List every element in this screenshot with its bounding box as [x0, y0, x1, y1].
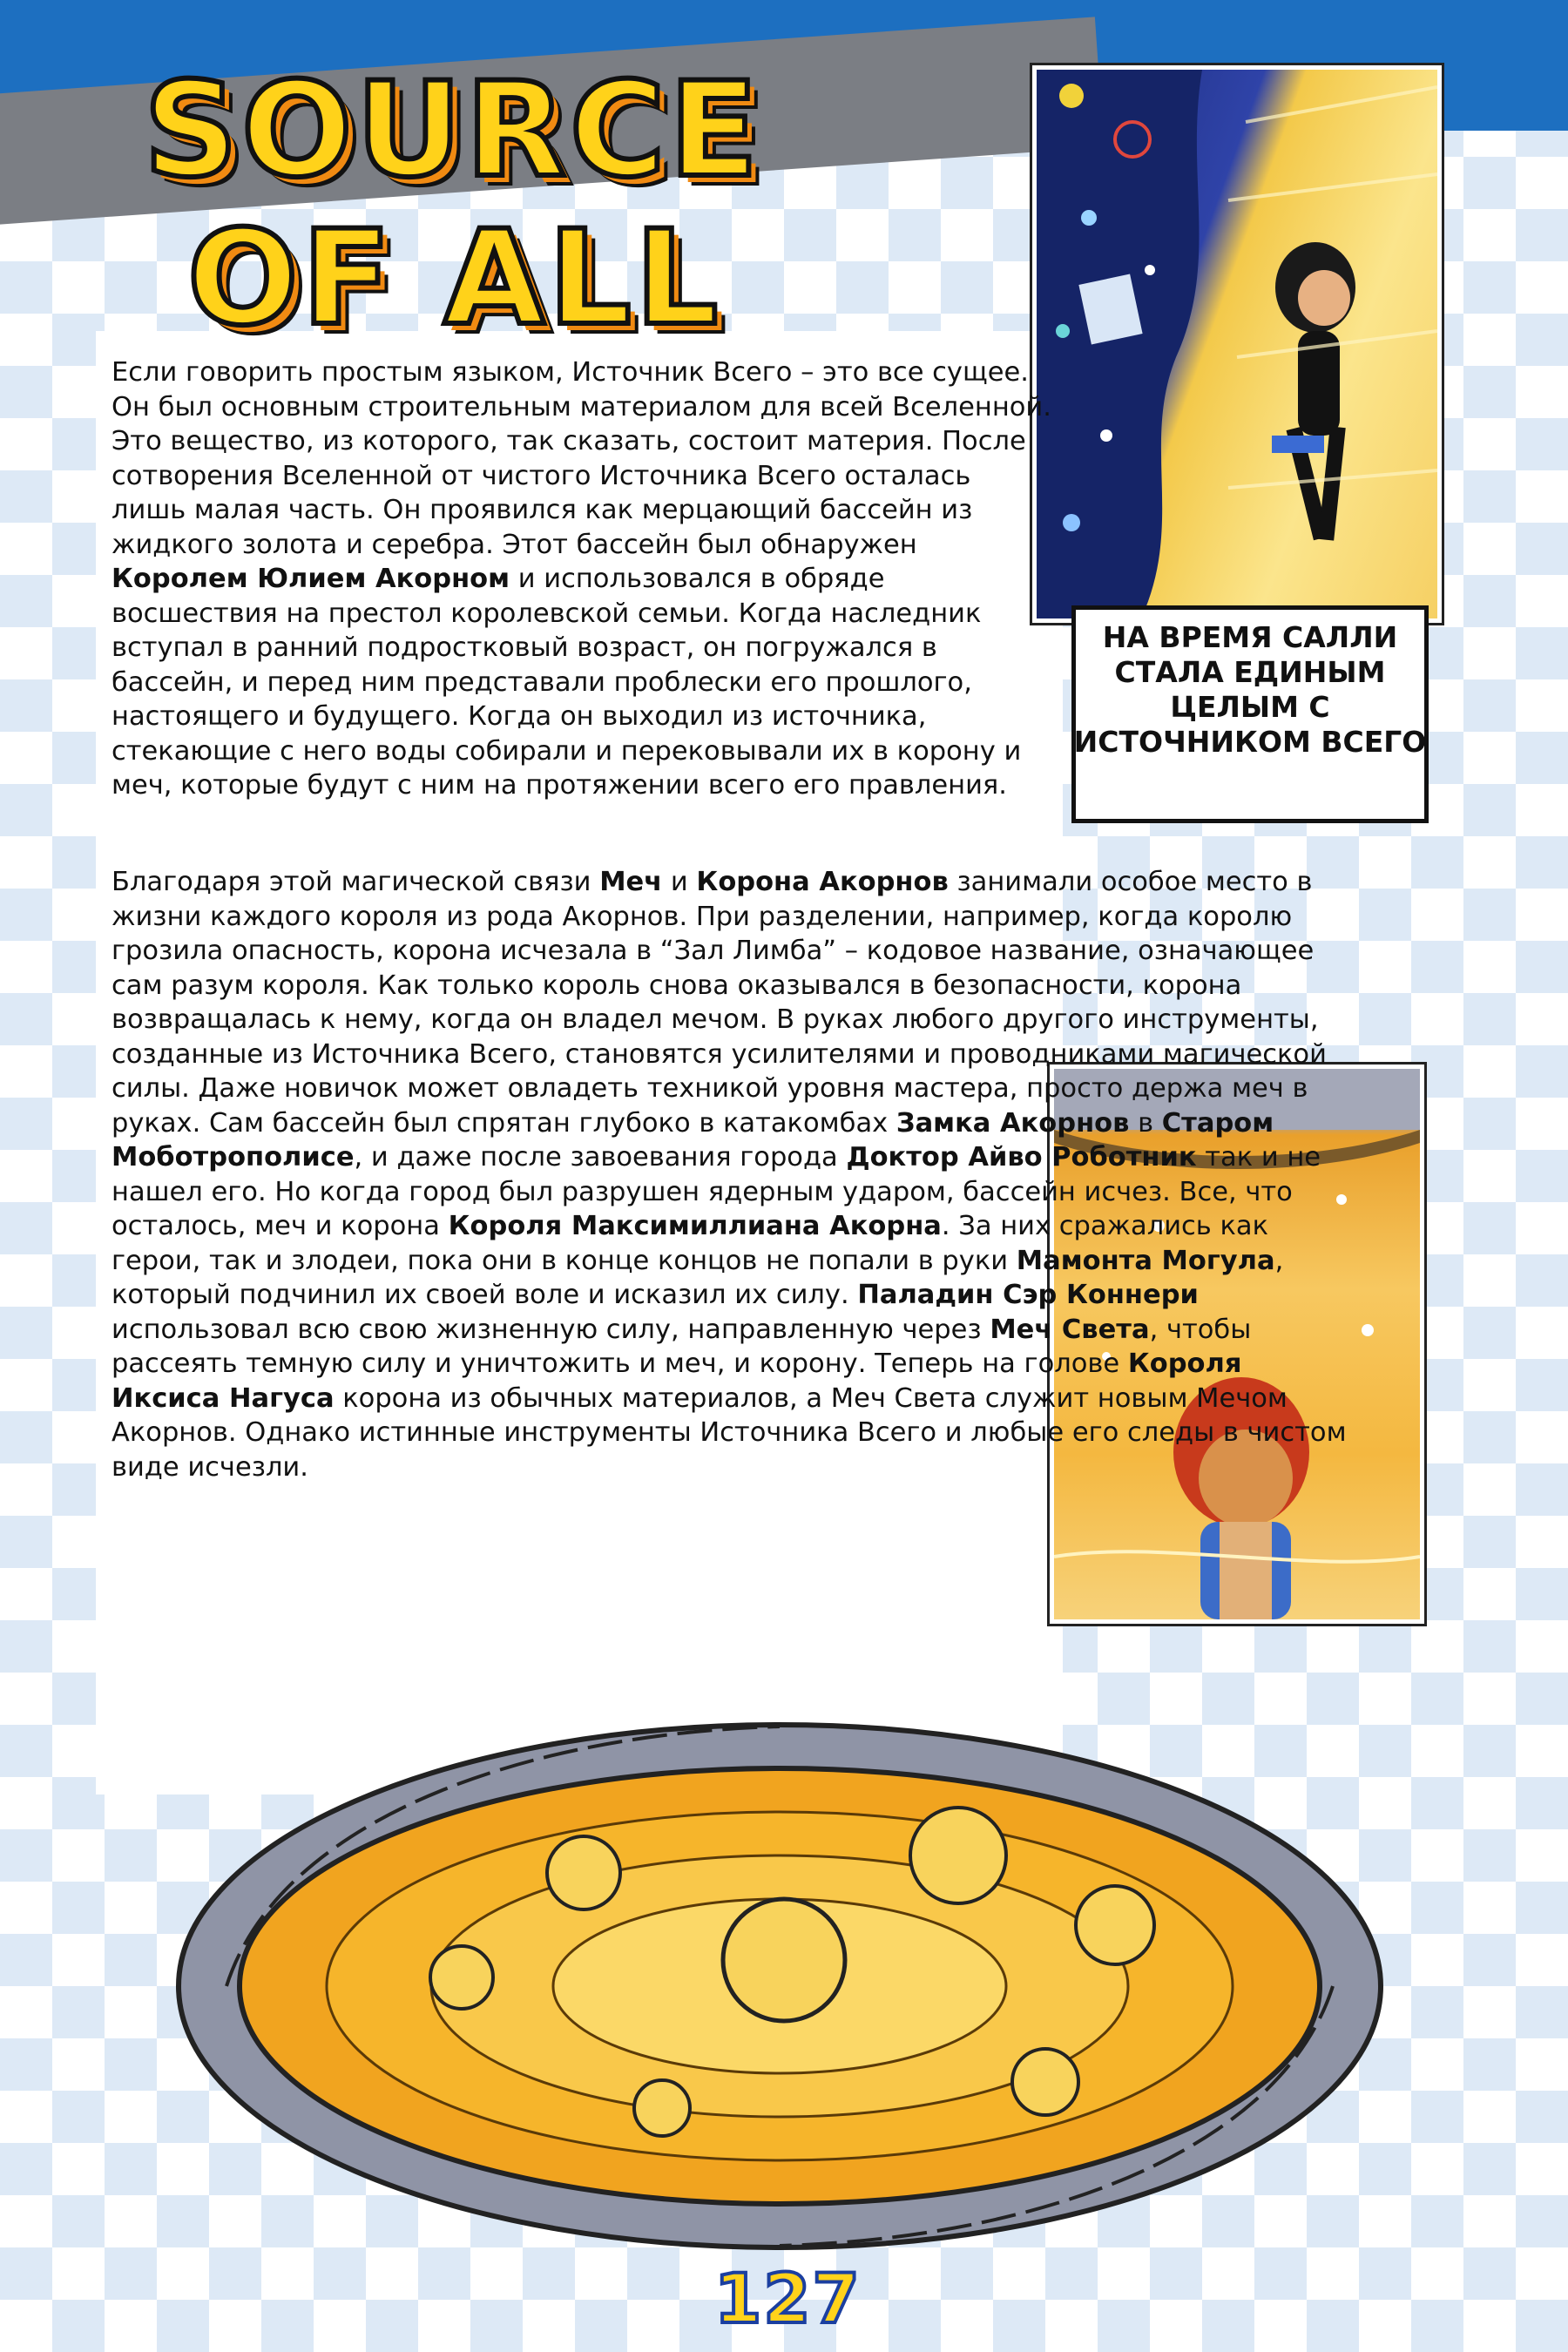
sally-in-light-illustration: [1037, 70, 1437, 618]
bold-term: Короля Максимиллиана Акорна: [448, 1211, 942, 1241]
page-title-line-1: SOURCE: [144, 55, 762, 206]
text-run: использовал всю свою жизненную силу, направленную через: [112, 1314, 990, 1345]
page-title-line-2: OF ALL: [187, 203, 722, 355]
golden-pool-illustration: [174, 1699, 1385, 2256]
caption-text: НА ВРЕМЯ САЛЛИ СТАЛА ЕДИНЫМ ЦЕЛЫМ С ИСТОЧНИКОМ ВСЕГО: [1073, 620, 1427, 759]
bold-term: Старом Моботрополисе: [112, 1107, 1274, 1173]
comic-panel-sally-in-light: [1032, 65, 1442, 623]
text-run: так и не нашел его. Но когда город был разрушен ядерным ударом, бассейн исчез. Все, что осталось, меч и корона: [112, 1142, 1321, 1241]
bold-term: Корона Акорнов: [696, 867, 949, 897]
bold-term: Меч: [599, 867, 663, 897]
text-run: , который подчинил их своей воле и исказил их силу.: [112, 1245, 1284, 1310]
bold-term: Королем Юлием Акорном: [112, 564, 510, 594]
text-run: занимали особое место в жизни каждого короля из рода Акорнов. При разделении, например, когда королю грозила опасность, корона исчезала в “Зал Лимба” – кодовое название, означающее сам разум короля. Как только король снова оказывался в безопасности, корона возвращалась к нему, когда он владел мечом. В руках любого другого инструменты, созданные из Источника Всего, становятся усилителями и проводниками магической силы. Даже новичок может овладеть техникой уровня мастера, просто держа меч в руках. Сам бассейн был спрятан глубоко в катакомбах: [112, 867, 1327, 1139]
text-run: Если говорить простым языком, Источник Всего – это все сущее. Он был основным строительным материалом для всей Вселенной. Это вещество, из которого, так сказать, состоит материя. После сотворения Вселенной от чистого Источника Всего осталась лишь малая часть. Он проявился как мерцающий бассейн из жидкого золота и серебра. Этот бассейн был обнаружен: [112, 357, 1051, 560]
text-run: Благодаря этой магической связи: [112, 867, 600, 897]
page-number: 127: [714, 2261, 862, 2339]
bold-term: Меч Света: [990, 1314, 1150, 1345]
text-run: , чтобы рассеять темную силу и уничтожить и меч, и корону. Теперь на голове: [112, 1314, 1252, 1379]
text-run: и: [662, 867, 697, 897]
text-run: , и даже после завоевания города: [354, 1142, 847, 1173]
text-run: корона из обычных материалов, а Меч Света служит новым Мечом Акорнов. Однако истинные инструменты Источника Всего и любые его следы в чистом виде исчезли.: [112, 1382, 1347, 1483]
paragraph-1: [112, 355, 1052, 803]
paragraph-2: [112, 865, 1348, 1484]
text-run: в: [1129, 1107, 1162, 1139]
text-run: и использовался в обряде восшествия на престол королевской семьи. Когда наследник вступал в ранний подростковый возраст, он погружался в бассейн, и перед ним представали проблески его прошлого, настоящего и будущего. Когда он выходил из источника, стекающие с него воды собирали и перековывали их в корону и меч, которые будут с ним на протяжении всего его правления.: [112, 564, 1022, 801]
bold-term: Доктор Айво Роботник: [846, 1142, 1197, 1173]
text-run: . За них сражались как герои, так и злодеи, пока они в конце концов не попали в руки: [112, 1211, 1268, 1276]
bold-term: Замка Акорнов: [896, 1107, 1130, 1139]
bold-term: Мамонта Могула: [1016, 1245, 1275, 1276]
bold-term: Короля Иксиса Нагуса: [112, 1348, 1242, 1414]
bold-term: Паладин Сэр Коннери: [857, 1280, 1199, 1310]
